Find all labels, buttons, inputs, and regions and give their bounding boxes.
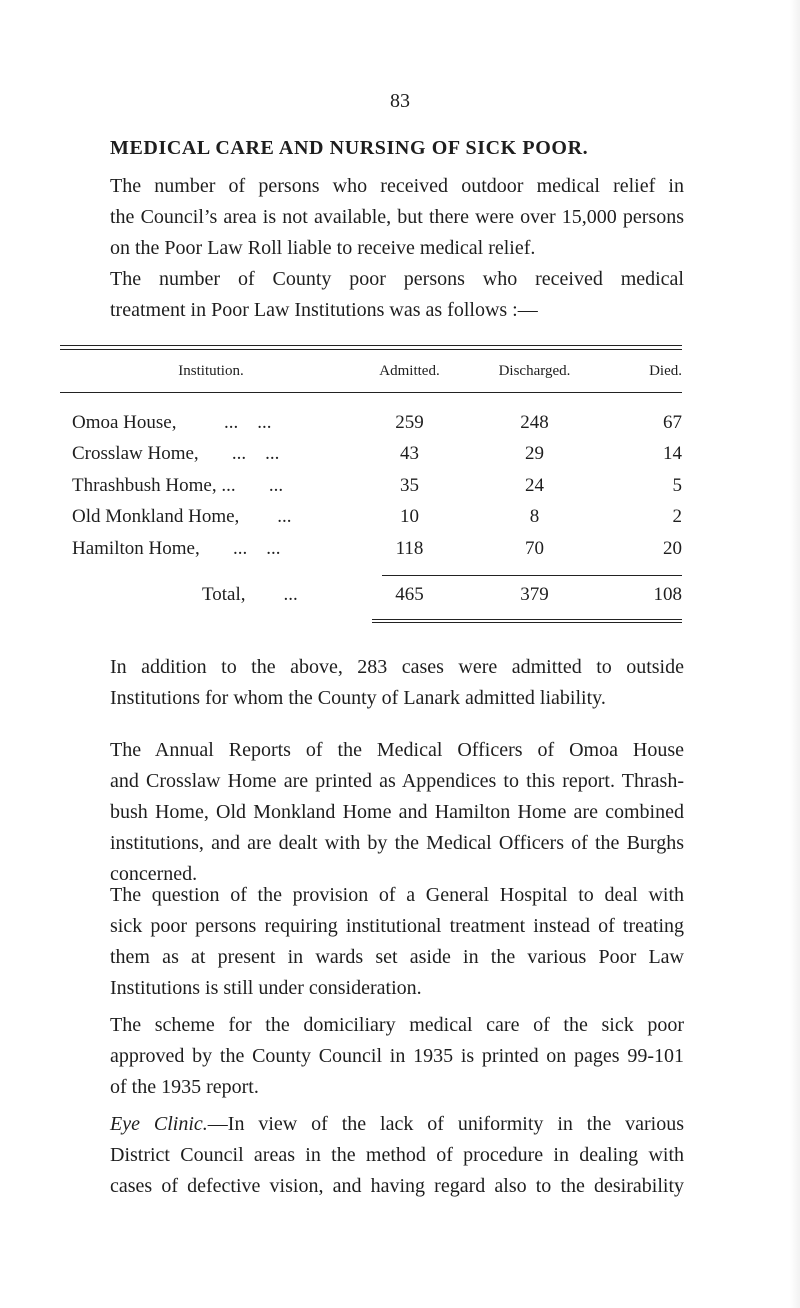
text-line: treatment in Poor Law Institutions was as follows :— <box>110 299 538 321</box>
paragraph-domiciliary-scheme <box>110 1010 684 1103</box>
text-line: The scheme for the domiciliary medical care of the sick poor <box>110 1014 684 1036</box>
cell-institution: Crosslaw Home, ... ... <box>72 443 280 465</box>
text-line: sick poor persons requiring institutional treatment instead of treating <box>110 915 684 937</box>
paragraph-eye-clinic <box>110 1109 684 1202</box>
header-admitted: Admitted. <box>379 362 440 379</box>
cell-institution: Thrashbush Home, ... ... <box>72 474 284 496</box>
page-number: 83 <box>390 90 410 112</box>
paragraph-institution-intro <box>110 264 684 326</box>
text-line: The question of the provision of a General Hospital to deal with <box>110 884 684 906</box>
table-bottom-rule <box>372 619 682 623</box>
text-line: institutions, and are dealt with by the Medical Officers of the Burghs <box>110 832 684 854</box>
table-row <box>60 470 682 502</box>
paragraph-general-hospital <box>110 880 684 1004</box>
header-discharged: Discharged. <box>498 362 571 379</box>
page-edge-shadow <box>790 0 800 1308</box>
text-line: In addition to the above, 283 cases were admitted to outside <box>110 656 684 678</box>
table-body <box>60 393 682 623</box>
cell-died: 5 <box>672 474 682 496</box>
cell-admitted: 35 <box>400 474 419 496</box>
table-row <box>60 407 682 439</box>
text-line: Institutions is still under consideration. <box>110 977 422 999</box>
text-line: approved by the County Council in 1935 is printed on pages 99-101 <box>110 1045 684 1067</box>
text-line: The number of persons who received outdoor medical relief in <box>110 175 684 197</box>
cell-admitted: 259 <box>395 411 424 433</box>
eye-clinic-line-rest: —In view of the lack of uniformity in the various <box>207 1113 685 1135</box>
paragraph-annual-reports <box>110 735 684 890</box>
text-line: cases of defective vision, and having regard also to the desirability <box>110 1175 684 1197</box>
table-row <box>60 533 682 565</box>
text-line: and Crosslaw Home are printed as Appendices to this report. Thrash- <box>110 770 684 792</box>
institutions-table <box>60 345 682 623</box>
paragraph-outside-institutions <box>110 652 684 714</box>
text-line: The Annual Reports of the Medical Officers of Omoa House <box>110 739 684 761</box>
cell-total-admitted: 465 <box>395 584 424 606</box>
section-heading: MEDICAL CARE AND NURSING OF SICK POOR. <box>110 137 589 159</box>
cell-total-label: Total, ... <box>202 584 298 606</box>
cell-discharged: 70 <box>525 537 544 559</box>
text-line: District Council areas in the method of procedure in dealing with <box>110 1144 684 1166</box>
cell-discharged: 248 <box>520 411 549 433</box>
table-row <box>60 502 682 534</box>
table-header <box>60 350 682 393</box>
text-line: The number of County poor persons who received medical <box>110 268 684 290</box>
eye-clinic-lead-in: Eye Clinic. <box>110 1113 208 1135</box>
header-institution: Institution. <box>178 362 244 379</box>
table-total-row <box>60 580 682 612</box>
text-line: concerned. <box>110 863 198 885</box>
cell-discharged: 24 <box>525 474 544 496</box>
cell-total-died: 108 <box>653 584 682 606</box>
text-line: bush Home, Old Monkland Home and Hamilton Home are combined <box>110 801 684 823</box>
cell-admitted: 10 <box>400 506 419 528</box>
paragraph-outdoor-relief <box>110 171 684 264</box>
cell-admitted: 118 <box>395 537 424 559</box>
cell-institution: Hamilton Home, ... ... <box>72 537 281 559</box>
text-line: of the 1935 report. <box>110 1076 259 1098</box>
cell-discharged: 8 <box>529 506 540 528</box>
text-line: the Council’s area is not available, but there were over 15,000 persons <box>110 206 684 228</box>
text-line: Institutions for whom the County of Lanark admitted liability. <box>110 687 606 709</box>
text-line: on the Poor Law Roll liable to receive medical relief. <box>110 237 536 259</box>
text-line <box>110 1109 684 1140</box>
text-line: them as at present in wards set aside in the various Poor Law <box>110 946 684 968</box>
cell-died: 2 <box>672 506 682 528</box>
cell-died: 67 <box>663 411 682 433</box>
cell-died: 14 <box>663 443 682 465</box>
cell-institution: Old Monkland Home, ... <box>72 506 292 528</box>
cell-admitted: 43 <box>400 443 419 465</box>
table-row <box>60 439 682 471</box>
cell-died: 20 <box>663 537 682 559</box>
cell-total-discharged: 379 <box>520 584 549 606</box>
total-rule <box>382 575 682 576</box>
cell-institution: Omoa House, ... ... <box>72 411 272 433</box>
cell-discharged: 29 <box>525 443 544 465</box>
header-died: Died. <box>649 362 682 379</box>
